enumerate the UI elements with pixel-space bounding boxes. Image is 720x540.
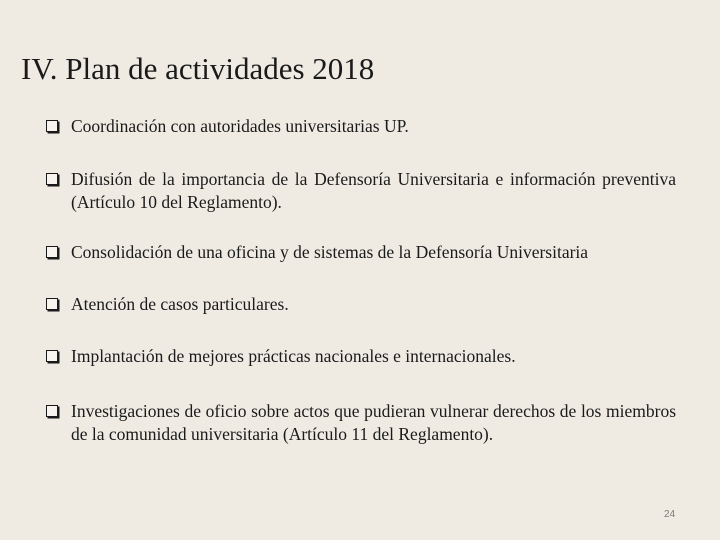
bullet-item	[46, 241, 676, 264]
checkbox-square-icon	[46, 298, 58, 310]
bullet-item	[46, 400, 676, 446]
checkbox-square-icon	[46, 246, 58, 258]
bullet-item	[46, 115, 676, 138]
bullet-item	[46, 293, 676, 316]
page-number: 24	[664, 509, 676, 520]
bullet-text: Implantación de mejores prácticas nacionales e internacionales.	[71, 346, 516, 366]
bullet-text: Consolidación de una oficina y de sistemas de la Defensoría Universitaria	[71, 242, 589, 262]
checkbox-square-icon	[46, 120, 58, 132]
bullet-text: Investigaciones de oficio sobre actos que pudieran vulnerar derechos de los miembros de la comunidad universitaria (Artículo 11 del Reglamento).	[71, 401, 676, 444]
bullet-item	[46, 345, 676, 368]
slide-title: IV. Plan de actividades 2018	[21, 51, 375, 86]
checkbox-square-icon	[46, 173, 58, 185]
bullet-text: Atención de casos particulares.	[71, 294, 289, 314]
bullet-text: Difusión de la importancia de la Defensoría Universitaria e información preventiva (Artículo 10 del Reglamento).	[71, 169, 676, 212]
checkbox-square-icon	[46, 350, 58, 362]
checkbox-square-icon	[46, 405, 58, 417]
bullet-text: Coordinación con autoridades universitarias UP.	[71, 116, 409, 136]
bullet-item	[46, 168, 676, 214]
